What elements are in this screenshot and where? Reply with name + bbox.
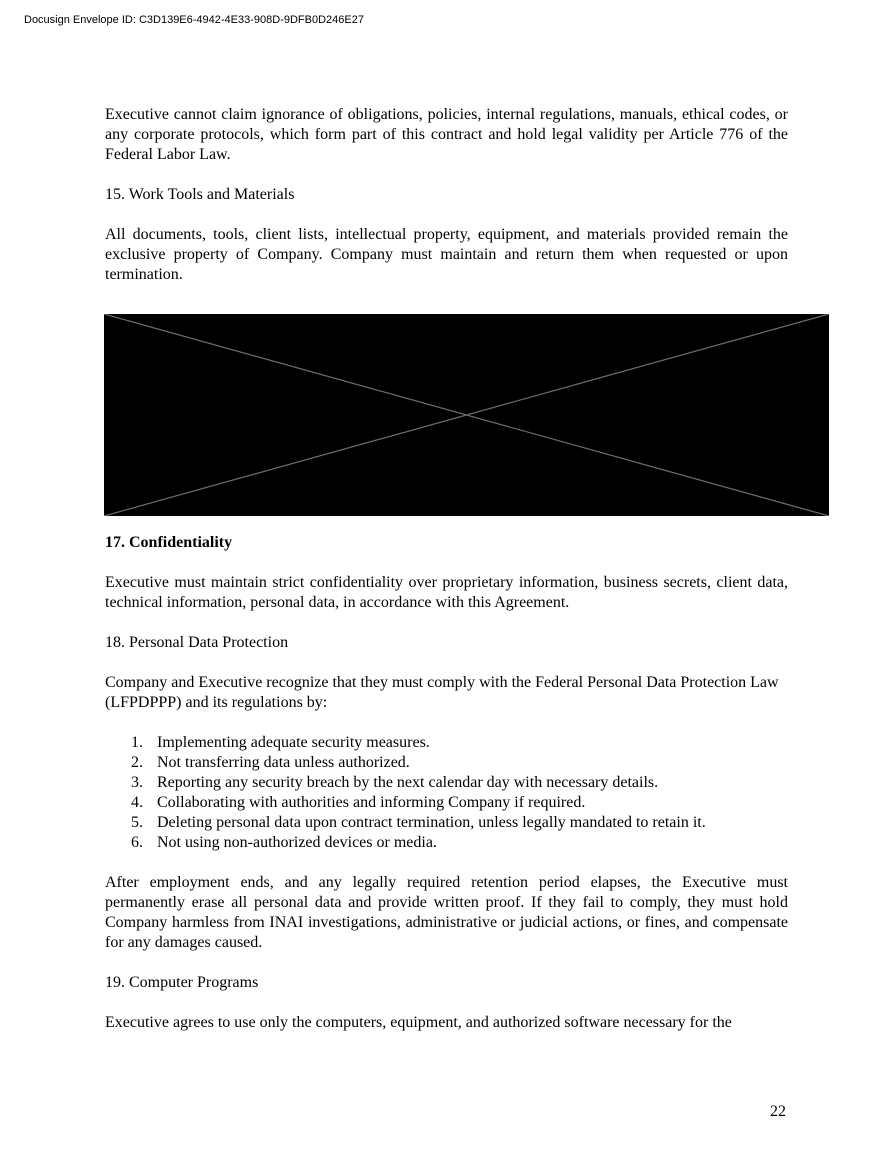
- list-item: [105, 773, 788, 793]
- section-19-paragraph: Executive agrees to use only the computers, equipment, and authorized software necessary for the: [105, 1014, 732, 1031]
- section-19-heading: 19. Computer Programs: [105, 974, 259, 991]
- redacted-image-placeholder: [104, 314, 829, 516]
- list-item-number: 2.: [131, 754, 143, 771]
- list-item-number: 1.: [131, 734, 143, 751]
- section-18-paragraph: Company and Executive recognize that they must comply with the Federal Personal Data Protection Law (LFPDPPP) and its regulations by:: [105, 674, 779, 711]
- list-item: [105, 793, 788, 813]
- section-18-heading: 18. Personal Data Protection: [105, 634, 289, 651]
- section-15-heading: 15. Work Tools and Materials: [105, 186, 295, 203]
- redaction-cross-icon: [104, 314, 829, 516]
- list-item-text: Not using non-authorized devices or media.: [157, 834, 437, 851]
- list-item-number: 6.: [131, 834, 143, 851]
- list-item: [105, 733, 788, 753]
- list-item-number: 5.: [131, 814, 143, 831]
- intro-paragraph: Executive cannot claim ignorance of obligations, policies, internal regulations, manuals, ethical codes, or any corporate protocols, which form part of this contract and hold legal validity per Article 776 of the Federal Labor Law.: [105, 106, 788, 163]
- list-item-text: Deleting personal data upon contract termination, unless legally mandated to retain it.: [157, 814, 706, 831]
- data-protection-list: [105, 733, 788, 853]
- document-body-lower: [105, 533, 788, 1033]
- list-item: [105, 813, 788, 833]
- list-item-number: 4.: [131, 794, 143, 811]
- section-15-paragraph: All documents, tools, client lists, intellectual property, equipment, and materials provided remain the exclusive property of Company. Company must maintain and return them when requested or upon termination.: [105, 226, 788, 283]
- section-17-paragraph: Executive must maintain strict confidentiality over proprietary information, business secrets, client data, technical information, personal data, in accordance with this Agreement.: [105, 574, 788, 611]
- section-18-closing-paragraph: After employment ends, and any legally required retention period elapses, the Executive must permanently erase all personal data and provide written proof. If they fail to comply, they must hold Company harmless from INAI investigations, administrative or judicial actions, or fines, and compensate for any damages caused.: [105, 874, 788, 951]
- page-number: 22: [770, 1103, 786, 1120]
- list-item-text: Collaborating with authorities and informing Company if required.: [157, 794, 586, 811]
- envelope-id: Docusign Envelope ID: C3D139E6-4942-4E33-908D-9DFB0D246E27: [24, 14, 364, 26]
- list-item: [105, 753, 788, 773]
- list-item-number: 3.: [131, 774, 143, 791]
- list-item-text: Implementing adequate security measures.: [157, 734, 430, 751]
- list-item-text: Not transferring data unless authorized.: [157, 754, 410, 771]
- document-body-upper: [105, 105, 788, 285]
- section-17-heading: 17. Confidentiality: [105, 534, 233, 551]
- list-item: [105, 833, 788, 853]
- list-item-text: Reporting any security breach by the next calendar day with necessary details.: [157, 774, 659, 791]
